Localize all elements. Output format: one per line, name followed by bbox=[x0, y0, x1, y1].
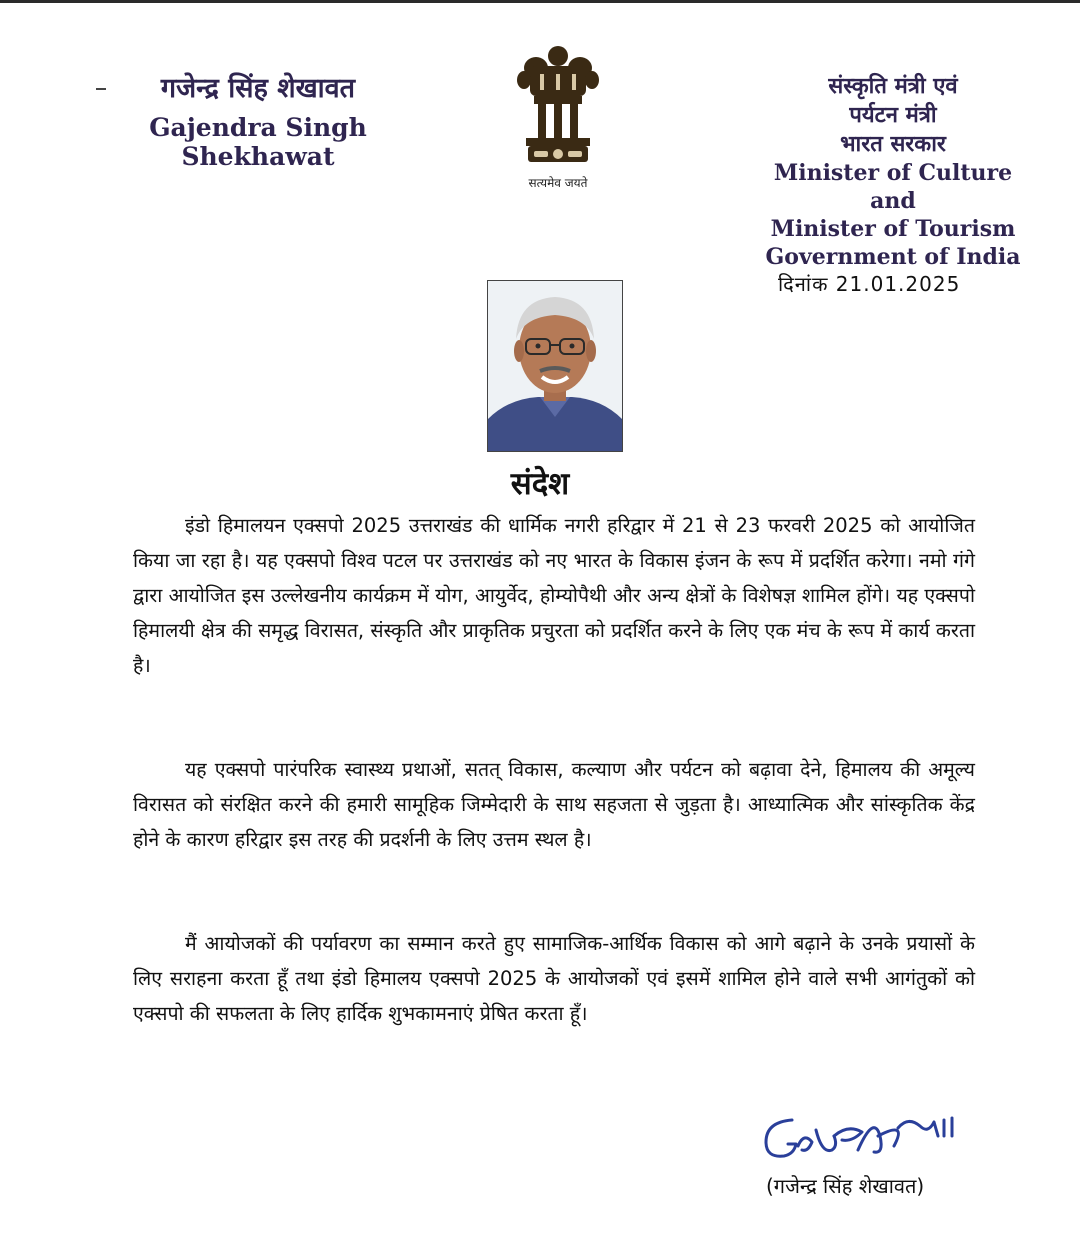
top-border bbox=[0, 0, 1080, 3]
minister-photo bbox=[487, 280, 623, 452]
designation-english-line1: Minister of Culture and bbox=[773, 160, 1013, 214]
designation-hindi-line2: पर्यटन मंत्री bbox=[849, 102, 937, 128]
designation-english-line2: Minister of Tourism bbox=[770, 216, 1016, 242]
letter-date: दिनांक 21.01.2025 bbox=[778, 272, 961, 296]
designation-block bbox=[748, 72, 1038, 271]
minister-name-hindi: गजेन्द्र सिंह शेखावत bbox=[160, 73, 356, 104]
designation-english-line3: Government of India bbox=[765, 244, 1021, 270]
signature-icon bbox=[758, 1106, 968, 1170]
minister-name-block bbox=[78, 68, 438, 171]
designation-hindi-line3: भारत सरकार bbox=[840, 131, 946, 157]
lion-capital-icon bbox=[516, 44, 600, 172]
message-paragraph-2: यह एक्सपो पारंपरिक स्वास्थ्य प्रथाओं, सतत् विकास, कल्याण और पर्यटन को बढ़ावा देने, हिमालय की अमूल्य विरासत को संरक्षित करने की हमारी सामूहिक जिम्मेदारी के साथ सहजता से जुड़ता है। आध्यात्मिक और सांस्कृतिक केंद्र होने के कारण हरिद्वार इस तरह की प्रदर्शनी के लिए उत्तम स्थल है। bbox=[133, 758, 975, 851]
designation-hindi-line1: संस्कृति मंत्री एवं bbox=[828, 73, 958, 99]
message-paragraph-3: मैं आयोजकों की पर्यावरण का सम्मान करते हुए सामाजिक-आर्थिक विकास को आगे बढ़ाने के उनके प्रयासों के लिए सराहना करता हूँ तथा इंडो हिमालय एक्सपो 2025 के आयोजकों एवं इसमें शामिल होने वाले सभी आगंतुकों को एक्सपो की सफलता के लिए हार्दिक शुभकामनाएं प्रेषित करता हूँ। bbox=[133, 932, 975, 1025]
message-paragraph-1: इंडो हिमालयन एक्सपो 2025 उत्तराखंड की धार्मिक नगरी हरिद्वार में 21 से 23 फरवरी 2025 को आयोजित किया जा रहा है। यह एक्सपो विश्व पटल पर उत्तराखंड को नए भारत के विकास इंजन के रूप में प्रदर्शित करेगा। नमो गंगे द्वारा आयोजित इस उल्लेखनीय कार्यक्रम में योग, आयुर्वेद, होम्योपैथी और अन्य क्षेत्रों के विशेषज्ञ शामिल होंगे। यह एक्सपो हिमालयी क्षेत्र की समृद्ध विरासत, संस्कृति और प्राकृतिक प्रचुरता को प्रदर्शित करने के लिए एक मंच के रूप में कार्य करता है। bbox=[133, 514, 975, 677]
minister-name-english: Gajendra Singh Shekhawat bbox=[149, 113, 367, 171]
signatory-name: (गजेन्द्र सिंह शेखावत) bbox=[766, 1174, 925, 1198]
national-emblem bbox=[508, 44, 608, 200]
message-title: संदेश bbox=[510, 466, 570, 502]
portrait-icon bbox=[488, 281, 622, 451]
emblem-motto: सत्यमेव जयते bbox=[528, 176, 588, 190]
